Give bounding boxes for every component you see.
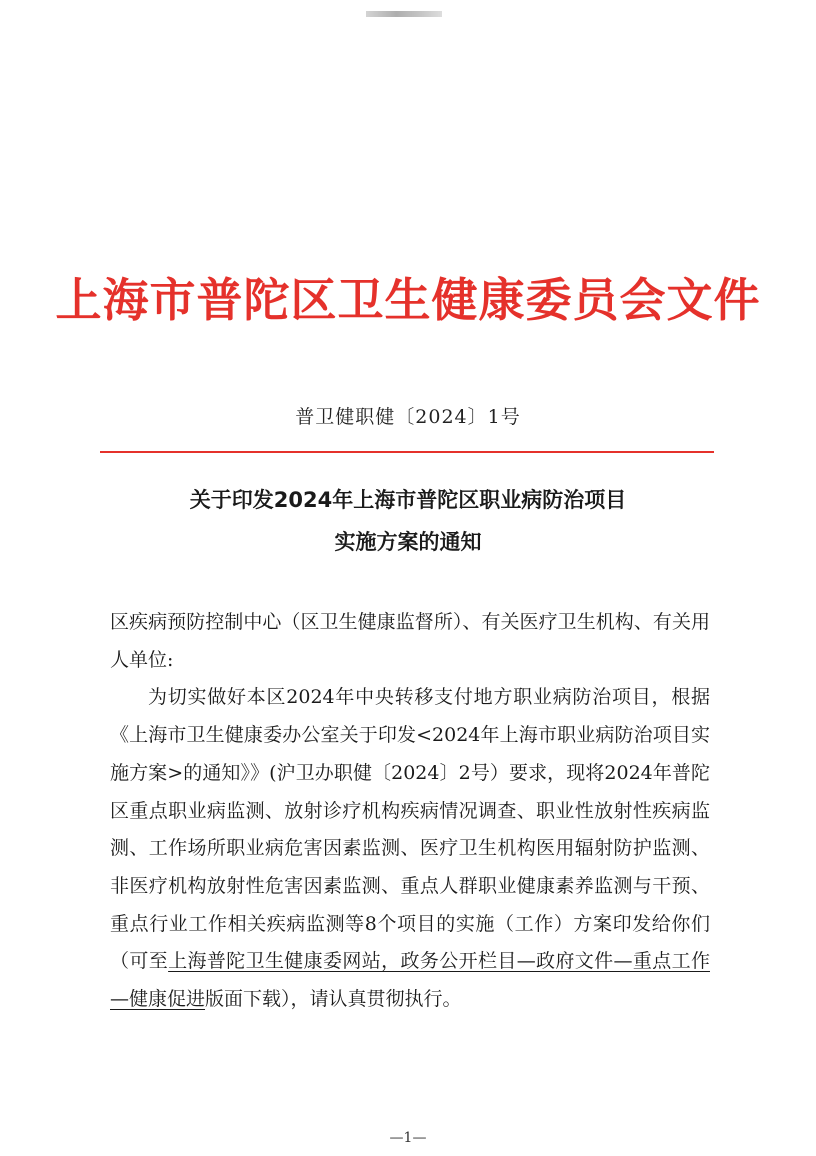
paragraph-text-before-link: 为切实做好本区2024年中央转移支付地方职业病防治项目，根据《上海市卫生健康委办公室关于印发<2024年上海市职业病防治项目实施方案>的通知》》(沪卫办职健〔2024〕2号）要求，现将2024年普陀区重点职业病监测、放射诊疗机构疾病情况调查、职业性放射性疾病监测、工作场所职业病危害因素监测、医疗卫生机构医用辐射防护监测、非医疗机构放射性危害因素监测、重点人群职业健康素养监测与干预、重点行业工作相关疾病监测等8个项目的实施（工作）方案印发给你们（可至 (110, 686, 710, 973)
notice-title-line-2: 实施方案的通知 (334, 530, 482, 554)
document-number: 普卫健职健〔2024〕1号 (295, 406, 521, 428)
red-divider-line (100, 451, 714, 453)
addressee: 区疾病预防控制中心（区卫生健康监督所）、有关医疗卫生机构、有关用人单位: (110, 611, 710, 671)
body-paragraph (110, 679, 710, 1018)
page-number: —1— (389, 1130, 427, 1146)
download-location-link[interactable]: 上海普陀卫生健康委网站，政务公开栏目—政府文件—重点工作—健康促进 (110, 950, 710, 1011)
scan-artifact (366, 11, 442, 17)
notice-body (110, 604, 710, 1019)
notice-title-line-1: 关于印发2024年上海市普陀区职业病防治项目 (189, 488, 627, 512)
notice-title (0, 479, 816, 563)
paragraph-text-after-link: 版面下载），请认真贯彻执行。 (205, 988, 462, 1011)
org-header-title: 上海市普陀区卫生健康委员会文件 (55, 273, 761, 327)
